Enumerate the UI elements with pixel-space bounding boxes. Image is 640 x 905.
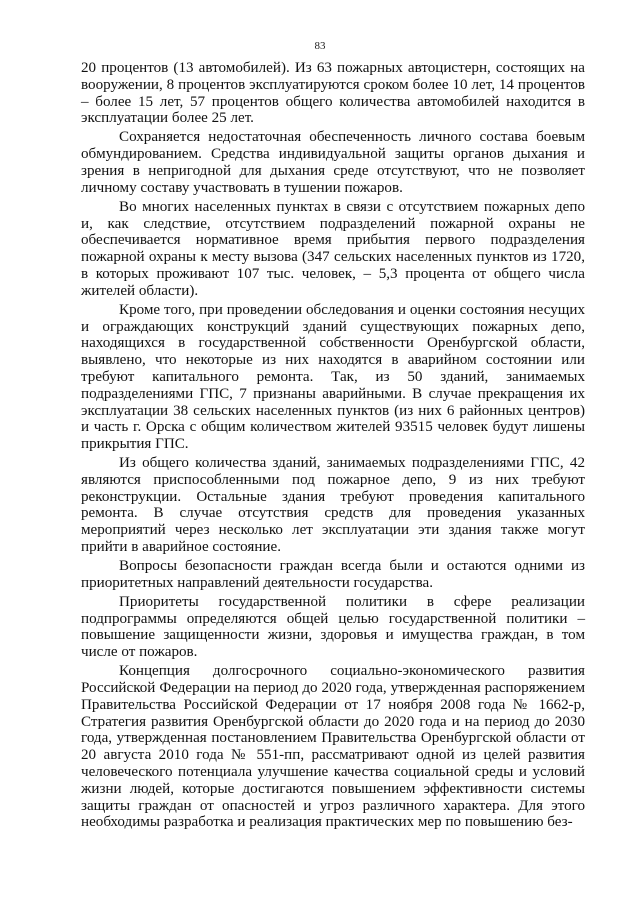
paragraph-building-inspection: Кроме того, при проведении обследования и оценки состояния несущих и ограждающих конструкций зданий существующих пожарных депо, находящихся в государственной собственности Оренбургской области, выявлено, что некоторые из них находятся в аварийном состоянии или требуют капитального ремонта. Так, из 50 зданий, занимаемых подразделениями ГПС, 7 признаны аварийными. В случае прекращения их эксплуатации 38 сельских населенных пунктов (из них 6 районных центров) и часть г. Орска с общим количеством жителей 93515 человек будут лишены прикрытия ГПС. <box>81 301 585 453</box>
paragraph-continuation: 20 процентов (13 автомобилей). Из 63 пожарных автоцистерн, состоящих на вооружении, 8 процентов эксплуатируются сроком более 10 лет, 14 процентов – более 15 лет, 57 процентов общего количества автомобилей находится в эксплуатации более 25 лет. <box>81 60 585 127</box>
paragraph-uniform-shortage: Сохраняется недостаточная обеспеченность личного состава боевым обмундированием. Средства индивидуальной защиты органов дыхания и зрения в непригодной для дыхания среде отсутствуют, что не позволяет личному составу участвовать в тушении пожаров. <box>81 129 585 196</box>
paragraph-policy-priorities: Приоритеты государственной политики в сфере реализации подпрограммы определяются общей целью государственной политики – повышение защищенности жизни, здоровья и имущества граждан, в том числе от пожаров. <box>81 593 585 661</box>
document-body <box>81 60 585 831</box>
paragraph-building-reconstruction: Из общего количества зданий, занимаемых подразделениями ГПС, 42 являются приспособленными под пожарное депо, 9 из них требуют реконструкции. Остальные здания требуют проведения капитального ремонта. В случае отсутствия средств для проведения указанных мероприятий через несколько лет эксплуатации эти здания также могут прийти в аварийное состояние. <box>81 455 585 556</box>
paragraph-safety-priority: Вопросы безопасности граждан всегда были и остаются одними из приоритетных направлений деятельности государства. <box>81 558 585 591</box>
page-number: 83 <box>314 40 326 52</box>
paragraph-development-concept: Концепция долгосрочного социально-экономического развития Российской Федерации на период до 2020 года, утвержденная распоряжением Правительства Российской Федерации от 17 ноября 2008 года № 1662-р, Стратегия развития Оренбургской области до 2020 года и на период до 2030 года, утвержденная постановлением Правительства Оренбургской области от 20 августа 2010 года № 551-пп, рассматривают одной из целей развития человеческого потенциала улучшение качества социальной среды и условий жизни людей, которые достигаются повышением эффективности системы защиты граждан от опасностей и угроз различного характера. Для этого необходимы разработка и реализация практических мер по повышению без- <box>81 663 585 831</box>
paragraph-arrival-time: Во многих населенных пунктах в связи с отсутствием пожарных депо и, как следствие, отсутствием подразделений пожарной охраны не обеспечивается нормативное время прибытия первого подразделения пожарной охраны к месту вызова (347 сельских населенных пунктов из 1720, в которых проживают 107 тыс. человек, – 5,3 процента от общего числа жителей области). <box>81 198 585 299</box>
